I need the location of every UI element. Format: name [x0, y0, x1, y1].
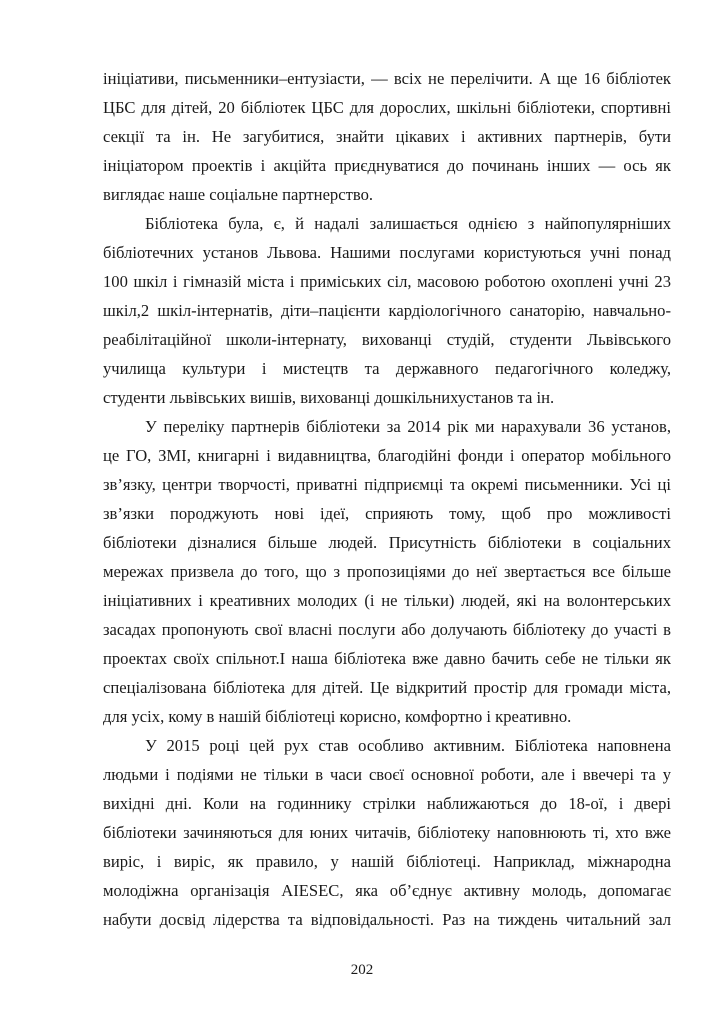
text-line: бібліотеки дізналися більше людей. Присутність бібліотеки в соціальних	[103, 533, 671, 552]
text-line: шкіл,2 шкіл-інтернатів, діти–пацієнти кардіологічного санаторію, навчально-	[103, 301, 671, 320]
text-line: зв’язки породжують нові ідеї, сприяють тому, щоб про можливості	[103, 504, 671, 523]
text-line: це ГО, ЗМІ, книгарні і видавництва, благодійні фонди і оператор мобільного	[103, 446, 671, 465]
text-line: ЦБС для дітей, 20 бібліотек ЦБС для дорослих, шкільні бібліотеки, спортивні	[103, 98, 671, 117]
text-line: людьми і подіями не тільки в часи своєї основної роботи, але і ввечері та у	[103, 765, 671, 784]
text-line: проектах своїх спільнот.І наша бібліотека вже давно бачить себе не тільки як	[103, 649, 671, 668]
text-line: засадах пропонують свої власні послуги або долучають бібліотеку до участі в	[103, 620, 671, 639]
text-line: ініціатором проектів і акційта приєднуватися до починань інших — ось як	[103, 156, 671, 175]
text-line: для усіх, кому в нашій бібліотеці корисно, комфортно і креативно.	[103, 707, 572, 726]
body-text	[103, 64, 671, 934]
text-line: виріс, і виріс, як правило, у нашій бібліотеці. Наприклад, міжнародна	[103, 852, 671, 871]
page-number: 202	[350, 962, 374, 978]
text-line: спеціалізована бібліотека для дітей. Це відкритий простір для громади міста,	[103, 678, 671, 697]
text-line: ініціативи, письменники–ентузіасти, — всіх не перелічити. А ще 16 бібліотек	[103, 69, 671, 88]
text-line: секції та ін. Не загубитися, знайти цікавих і активних партнерів, бути	[103, 127, 671, 146]
text-line: У 2015 році цей рух став особливо активним. Бібліотека наповнена	[145, 736, 671, 755]
text-line: мережах призвела до того, що з пропозиціями до неї звертається все більше	[103, 562, 671, 581]
text-line: студенти львівських вишів, вихованці дошкільнихустанов та ін.	[103, 388, 555, 407]
text-line: У переліку партнерів бібліотеки за 2014 рік ми нарахували 36 установ,	[145, 417, 671, 436]
text-line: реабілітаційної школи-інтернату, вихованці студій, студенти Львівського	[103, 330, 671, 349]
text-line: виглядає наше соціальне партнерство.	[103, 185, 374, 204]
text-line: 100 шкіл і гімназій міста і приміських сіл, масовою роботою охоплені учні 23	[103, 272, 671, 291]
text-line: ініціативних і креативних молодих (і не тільки) людей, які на волонтерських	[103, 591, 671, 610]
text-line: Бібліотека була, є, й надалі залишається однією з найпопулярніших	[145, 214, 671, 233]
text-line: вихідні дні. Коли на годиннику стрілки наближаються до 18-ої, і двері	[103, 794, 671, 813]
text-line: зв’язку, центри творчості, приватні підприємці та окремі письменники. Усі ці	[103, 475, 671, 494]
text-line: бібліотечних установ Львова. Нашими послугами користуються учні понад	[103, 243, 671, 262]
text-line: набути досвід лідерства та відповідальності. Раз на тиждень читальний зал	[103, 910, 671, 929]
text-line: молодіжна організація AIESEC, яка об’єднує активну молодь, допомагає	[103, 881, 671, 900]
text-line: бібліотеки зачиняються для юних читачів, бібліотеку наповнюють ті, хто вже	[103, 823, 671, 842]
text-line: училища культури і мистецтв та державного педагогічного коледжу,	[103, 359, 671, 378]
